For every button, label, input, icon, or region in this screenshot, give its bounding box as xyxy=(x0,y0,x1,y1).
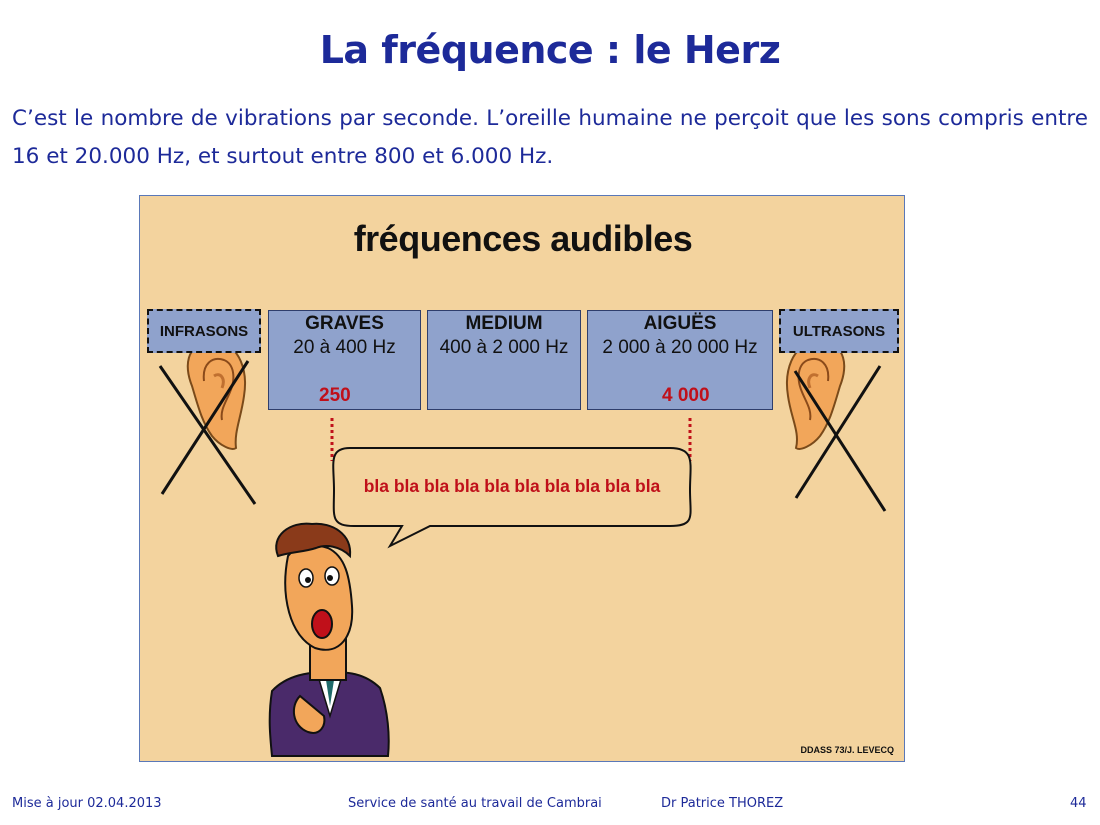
crossed-ear-left-icon xyxy=(160,341,255,504)
crossed-ear-right-icon xyxy=(787,341,885,511)
intro-paragraph: C’est le nombre de vibrations par seconde. L’oreille humaine ne perçoit que les sons compris entre 16 et 20.000 Hz, et surtout entre 800 et 6.000 Hz. xyxy=(12,106,1088,169)
footer-updated: Mise à jour 02.04.2013 xyxy=(12,796,162,811)
infrasons-label: INFRASONS xyxy=(147,309,261,353)
band-name: MEDIUM xyxy=(465,313,543,334)
band-marker: 4 000 xyxy=(662,385,710,406)
ultrasons-label: ULTRASONS xyxy=(779,309,899,353)
band-medium xyxy=(427,310,581,410)
speaking-man-icon xyxy=(270,524,389,756)
figure-title: fréquences audibles xyxy=(353,218,693,259)
band-range: 20 à 400 Hz xyxy=(293,337,396,358)
band-range: 2 000 à 20 000 Hz xyxy=(602,337,758,358)
band-name: GRAVES xyxy=(305,313,384,334)
footer-service: Service de santé au travail de Cambrai xyxy=(348,796,602,811)
band-graves xyxy=(268,310,421,410)
figure-credit: DDASS 73/J. LEVECQ xyxy=(800,745,894,755)
band-marker: 250 xyxy=(319,385,351,406)
footer-author: Dr Patrice THOREZ xyxy=(661,796,784,811)
slide-title: La fréquence : le Herz xyxy=(319,28,781,72)
band-range: 400 à 2 000 Hz xyxy=(439,337,569,358)
band-name: AIGUËS xyxy=(643,313,717,334)
audible-frequencies-figure xyxy=(139,195,905,762)
speech-bubble xyxy=(333,448,690,546)
footer-page-number: 44 xyxy=(1070,796,1087,811)
band-aigues xyxy=(587,310,773,410)
speech-text: bla bla bla bla bla bla bla bla bla bla xyxy=(363,476,661,496)
